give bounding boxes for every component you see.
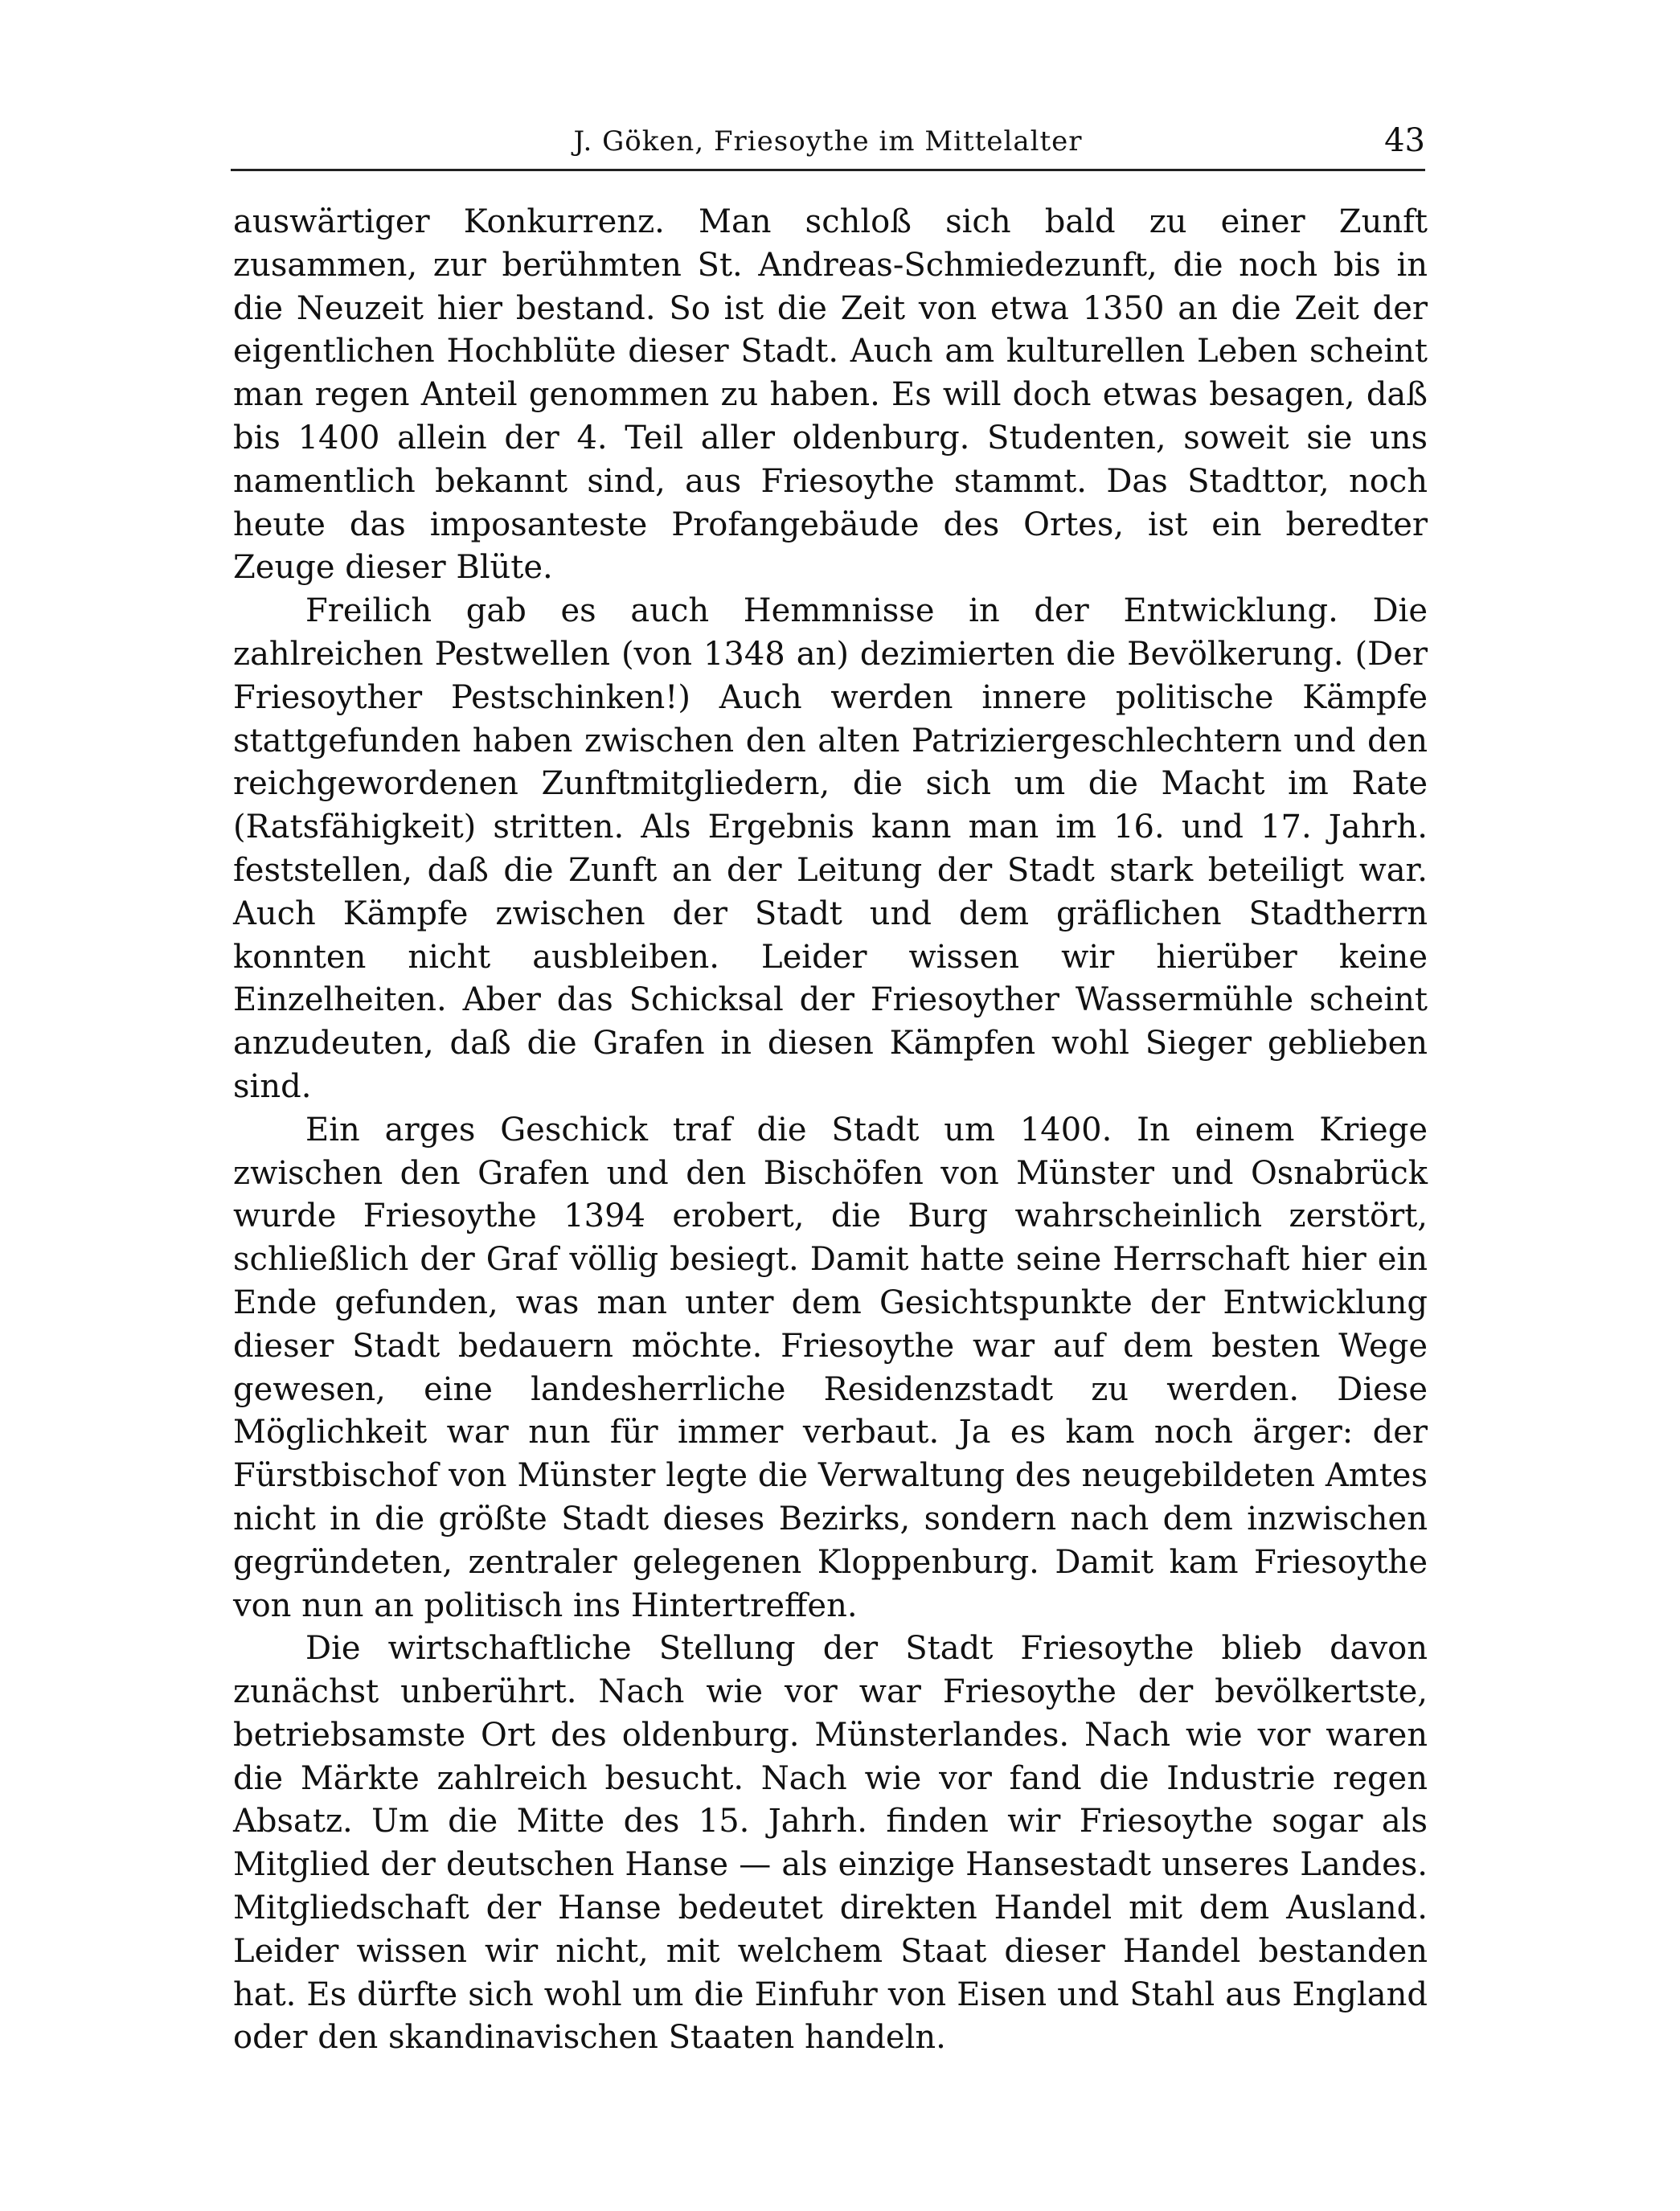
paragraph-3: Ein arges Geschick traf die Stadt um 1400. In einem Kriege zwischen den Grafen und den Bischöfen von Münster und Osnabrück wurde Friesoythe 1394 erobert, die Burg wahrscheinlich zerstört, schließlich der Graf völlig besiegt. Damit hatte seine Herrschaft hier ein Ende gefunden, was man unter dem Gesichtspunkte der Entwicklung dieser Stadt bedauern möchte. Friesoythe war auf dem besten Wege gewesen, eine landesherrliche Residenzstadt zu werden. Diese Möglichkeit war nun für immer verbaut. Ja es kam noch ärger: der Fürstbischof von Münster legte die Verwaltung des neugebildeten Amtes nicht in die größte Stadt dieses Bezirks, sondern nach dem inzwischen gegründeten, zentraler gelegenen Kloppenburg. Damit kam Friesoythe von nun an politisch ins Hintertreffen. xyxy=(233,1111,1428,1624)
body-text xyxy=(233,201,1428,2060)
paragraph-4: Die wirtschaftliche Stellung der Stadt Friesoythe blieb davon zunächst unberührt. Nach wie vor war Friesoythe der bevölkertste, betriebsamste Ort des oldenburg. Münsterlandes. Nach wie vor waren die Märkte zahlreich besucht. Nach wie vor fand die Industrie regen Absatz. Um die Mitte des 15. Jahrh. finden wir Friesoythe sogar als Mitglied der deutschen Hanse — als einzige Hansestadt unseres Landes. Mitgliedschaft der Hanse bedeutet direkten Handel mit dem Ausland. Leider wissen wir nicht, mit welchem Staat dieser Handel bestanden hat. Es dürfte sich wohl um die Einfuhr von Eisen und Stahl aus England oder den skandinavischen Staaten handeln. xyxy=(233,1630,1428,2057)
running-header xyxy=(231,121,1425,171)
page-number: 43 xyxy=(1384,122,1425,159)
running-title: J. Göken, Friesoythe im Mittelalter xyxy=(573,125,1083,158)
paragraph-1: auswärtiger Konkurrenz. Man schloß sich bald zu einer Zunft zusammen, zur berühmten St. Andreas-Schmiedezunft, die noch bis in die Neuzeit hier bestand. So ist die Zeit von etwa 1350 an die Zeit der eigentlichen Hochblüte dieser Stadt. Auch am kulturellen Leben scheint man regen Anteil genommen zu haben. Es will doch etwas besagen, daß bis 1400 allein der 4. Teil aller oldenburg. Studenten, soweit sie uns namentlich bekannt sind, aus Friesoythe stammt. Das Stadttor, noch heute das imposanteste Profangebäude des Ortes, ist ein beredter Zeuge dieser Blüte. xyxy=(233,203,1428,587)
paragraph-2: Freilich gab es auch Hemmnisse in der Entwicklung. Die zahlreichen Pestwellen (von 1348 an) dezimierten die Bevölkerung. (Der Friesoyther Pestschinken!) Auch werden innere politische Kämpfe stattgefunden haben zwischen den alten Patriziergeschlechtern und den reichgewordenen Zunftmitgliedern, die sich um die Macht im Rate (Ratsfähigkeit) stritten. Als Ergebnis kann man im 16. und 17. Jahrh. feststellen, daß die Zunft an der Leitung der Stadt stark beteiligt war. Auch Kämpfe zwischen der Stadt und dem gräflichen Stadtherrn konnten nicht ausbleiben. Leider wissen wir hierüber keine Einzelheiten. Aber das Schicksal der Friesoyther Wassermühle scheint anzudeuten, daß die Grafen in diesen Kämpfen wohl Sieger geblieben sind. xyxy=(233,592,1428,1105)
